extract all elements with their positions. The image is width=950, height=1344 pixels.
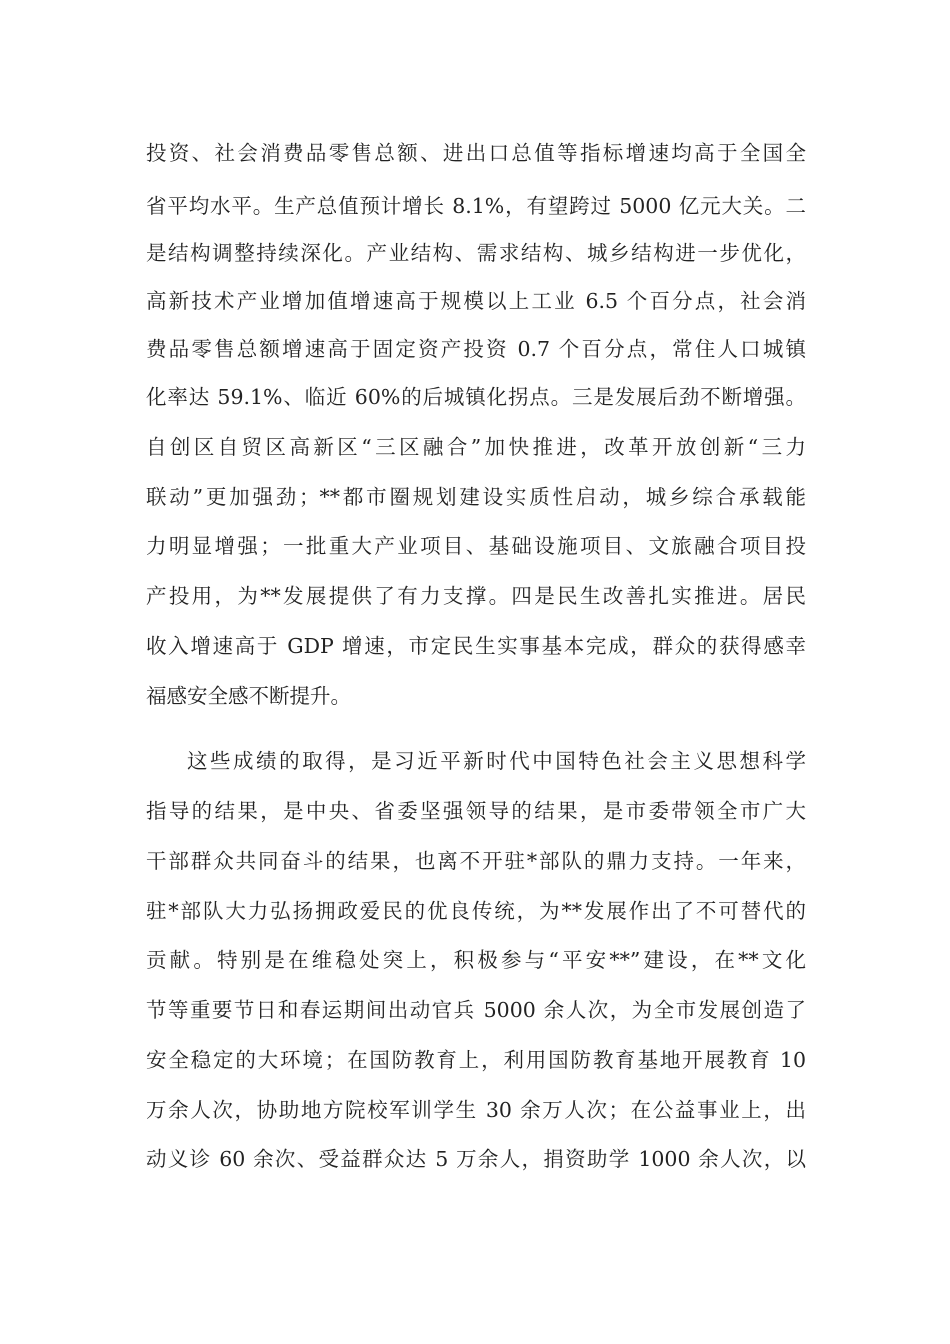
- paragraph-1-line-9: 力明显增强；一批重大产业项目、基础设施项目、文旅融合项目投: [146, 534, 806, 558]
- paragraph-1-line-11: 收入增速高于 GDP 增速，市定民生实事基本完成，群众的获得感幸: [146, 634, 806, 658]
- paragraph-1-line-5: 费品零售总额增速高于固定资产投资 0.7 个百分点，常住人口城镇: [146, 337, 806, 361]
- paragraph-1-line-7: 自创区自贸区高新区“三区融合”加快推进，改革开放创新“三力: [146, 435, 806, 459]
- paragraph-2-line-6: 节等重要节日和春运期间出动官兵 5000 余人次，为全市发展创造了: [146, 998, 806, 1022]
- paragraph-1-line-3: 是结构调整持续深化。产业结构、需求结构、城乡结构进一步优化，: [146, 241, 806, 265]
- paragraph-2-line-4: 驻*部队大力弘扬拥政爱民的优良传统，为**发展作出了不可替代的: [146, 899, 806, 923]
- paragraph-2-line-2: 指导的结果，是中央、省委坚强领导的结果，是市委带领全市广大: [146, 799, 806, 823]
- paragraph-1-line-1: 投资、社会消费品零售总额、进出口总值等指标增速均高于全国全: [146, 141, 806, 165]
- paragraph-1-line-6: 化率达 59.1%、临近 60%的后城镇化拐点。三是发展后劲不断增强。: [146, 385, 806, 409]
- paragraph-2-line-1: 这些成绩的取得，是习近平新时代中国特色社会主义思想科学: [187, 749, 806, 773]
- paragraph-1-line-10: 产投用，为**发展提供了有力支撑。四是民生改善扎实推进。居民: [146, 584, 806, 608]
- paragraph-2-line-9: 动义诊 60 余次、受益群众达 5 万余人，捐资助学 1000 余人次，以: [146, 1147, 806, 1171]
- paragraph-2-line-7: 安全稳定的大环境；在国防教育上，利用国防教育基地开展教育 10: [146, 1048, 806, 1072]
- paragraph-1-line-8: 联动”更加强劲；**都市圈规划建设实质性启动，城乡综合承载能: [146, 485, 806, 509]
- paragraph-1-line-12: 福感安全感不断提升。: [146, 684, 351, 708]
- paragraph-2-line-5: 贡献。特别是在维稳处突上，积极参与“平安**”建设，在**文化: [146, 948, 806, 972]
- paragraph-2-line-8: 万余人次，协助地方院校军训学生 30 余万人次；在公益事业上，出: [146, 1098, 806, 1122]
- paragraph-1-line-2: 省平均水平。生产总值预计增长 8.1%，有望跨过 5000 亿元大关。二: [146, 194, 806, 218]
- paragraph-2-line-3: 干部群众共同奋斗的结果，也离不开驻*部队的鼎力支持。一年来，: [146, 849, 806, 873]
- paragraph-1-line-4: 高新技术产业增加值增速高于规模以上工业 6.5 个百分点，社会消: [146, 289, 806, 313]
